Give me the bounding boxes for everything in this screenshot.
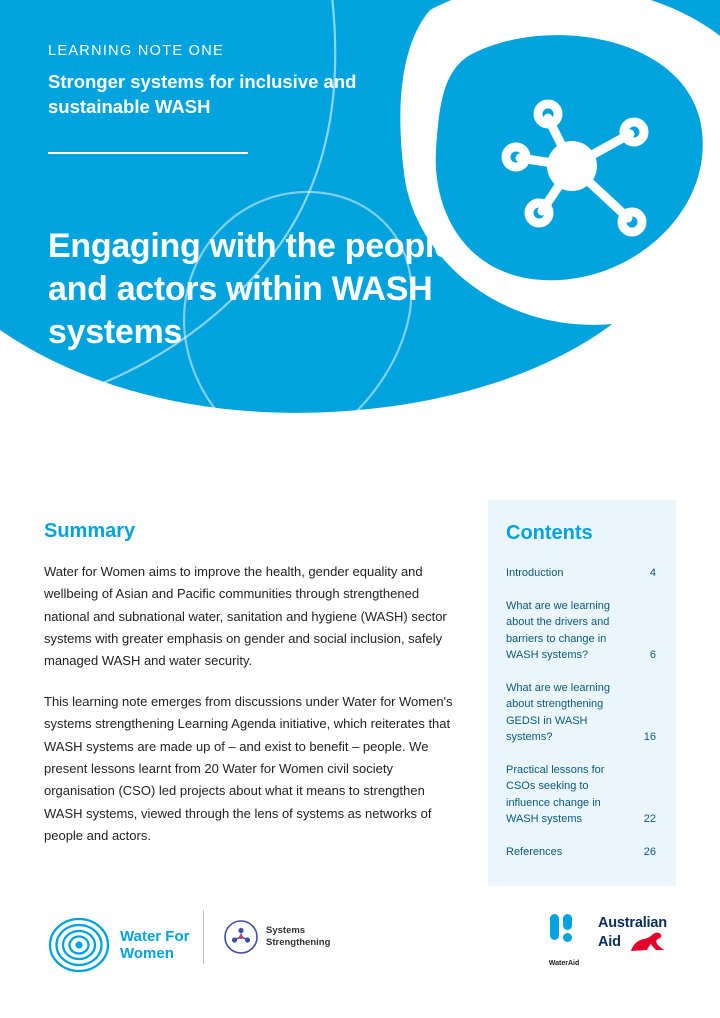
eyebrow-label: LEARNING NOTE ONE — [48, 43, 224, 59]
toc-label: References — [506, 845, 563, 858]
list-item[interactable] — [506, 762, 656, 828]
kangaroo-icon — [627, 931, 667, 953]
water-for-women-logo — [48, 916, 189, 974]
wfw-line1: Water For — [120, 927, 190, 945]
toc-page-number: 16 — [643, 731, 656, 743]
toc-page-number: 6 — [649, 649, 656, 661]
list-item[interactable] — [506, 598, 656, 664]
toc-page-number: 22 — [643, 813, 656, 825]
gear-people-icon — [224, 920, 258, 954]
summary-paragraph: This learning note emerges from discussions under Water for Women's systems strengthening Learning Agenda initiative, which reiterates that WASH systems are made up of – and exist to benefit – people. We present lessons learnt from 20 Water for Women civil society organisation (CSO) led projects about what it means to strengthen WASH systems, viewed through the lens of systems as networks of people and actors. — [44, 693, 453, 843]
toc-page-number: 4 — [649, 567, 656, 579]
body-area — [0, 452, 720, 1018]
contents-panel — [488, 500, 676, 886]
list-item[interactable] — [506, 565, 656, 582]
list-item[interactable] — [506, 844, 656, 861]
ausaid-line2: Aid — [598, 933, 621, 950]
systems-line1: Systems — [266, 924, 306, 936]
systems-strengthening-logo — [224, 920, 330, 954]
summary-paragraph: Water for Women aims to improve the health, gender equality and wellbeing of Asian and Pacific communities through strengthened national and subnational water, sanitation and hygiene (WASH) sector systems with greater emphasis on gender and social inclusion, safely managed WASH and water security. — [44, 564, 447, 669]
toc-label: Practical lessons for CSOs seeking to influence change in WASH systems — [506, 763, 605, 825]
summary-section — [44, 520, 454, 847]
summary-heading: Summary — [44, 520, 136, 542]
wateraid-logo — [534, 912, 594, 967]
footer-logos — [0, 898, 720, 1018]
title-divider — [48, 152, 248, 154]
toc-label: Introduction — [506, 567, 564, 579]
hero-banner — [0, 0, 720, 452]
wateraid-mark-icon — [544, 912, 584, 952]
toc-page-number: 26 — [643, 845, 656, 858]
hero-subtitle: Stronger systems for inclusive and sustainable WASH — [48, 71, 357, 117]
wateraid-name: WaterAid — [548, 960, 580, 967]
page-title: Engaging with the people and actors within WASH systems — [48, 227, 453, 352]
ausaid-line1: Australian — [598, 915, 667, 931]
contents-heading: Contents — [506, 522, 593, 544]
list-item[interactable] — [506, 680, 656, 746]
wfw-line2: Women — [120, 945, 174, 962]
toc-label: What are we learning about the drivers and barriers to change in WASH systems? — [506, 599, 610, 661]
logo-divider — [203, 910, 204, 964]
australian-aid-logo — [598, 916, 688, 953]
concentric-ripples-icon — [48, 916, 110, 974]
toc-label: What are we learning about strengthening GEDSI in WASH systems? — [506, 681, 610, 743]
systems-line2: Strengthening — [266, 937, 331, 948]
